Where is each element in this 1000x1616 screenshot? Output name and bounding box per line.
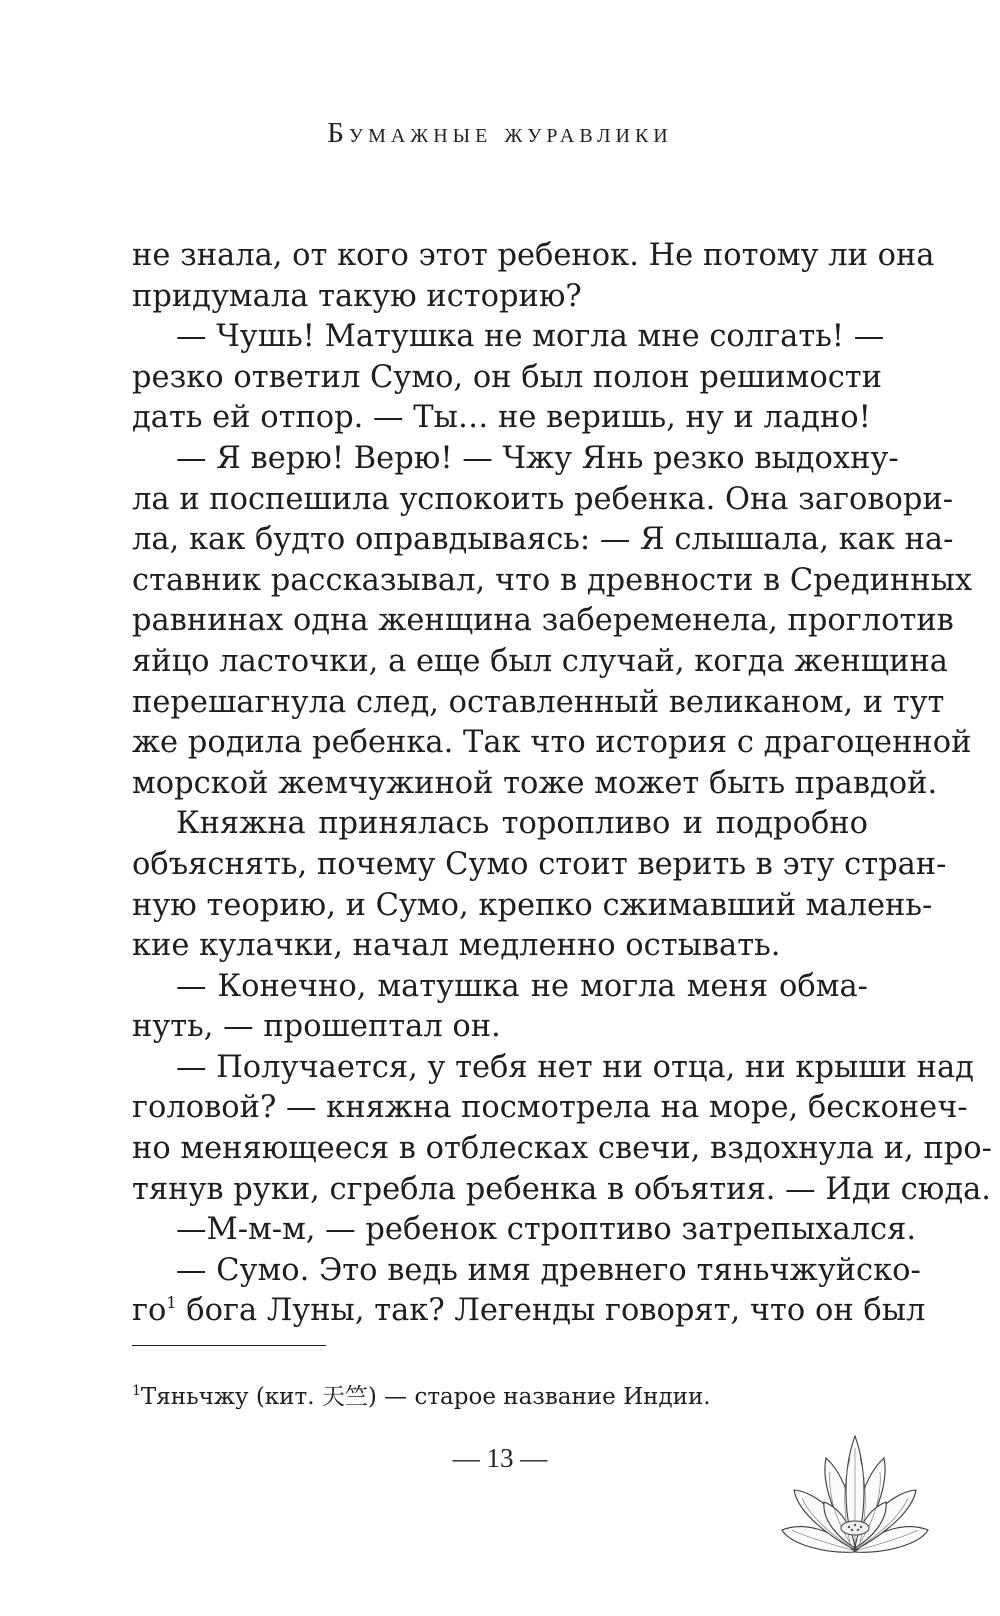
text-line: но меняющееся в отблесках свечи, вздохнула и, про- (132, 1131, 992, 1167)
text-line: — Получается, у тебя нет ни отца, ни крыши над (176, 1049, 974, 1085)
text-line: равнинах одна женщина забеременела, проглотив (132, 603, 954, 639)
footnote-divider (132, 1345, 326, 1346)
page-number: — 13 — (452, 1443, 548, 1473)
footnote-marker: 1 (132, 1383, 141, 1399)
text-line: —М-м-м, — ребенок строптиво затрепыхался. (176, 1212, 917, 1248)
text-line: не знала, от кого этот ребенок. Не потому ли она (132, 238, 935, 273)
lotus-flower-icon (780, 1428, 930, 1578)
text-line: ла, как будто оправдываясь: — Я слышала, как на- (132, 522, 954, 558)
text-line: Княжна принялась торопливо и подробно (176, 806, 868, 842)
text-line: головой? — княжна посмотрела на море, бесконеч- (132, 1090, 968, 1126)
text-line: кие кулачки, начал медленно остывать. (132, 928, 781, 964)
running-title: Бумажные журавлики (327, 117, 673, 149)
text-line: — Конечно, матушка не могла меня обма- (176, 968, 868, 1004)
text-line (132, 1291, 926, 1332)
text-line: ла и поспешила успокоить ребенка. Она заговори- (132, 481, 954, 517)
text-line: — Я верю! Верю! — Чжу Янь резко выдохну- (176, 440, 899, 476)
text-line: дать ей отпор. — Ты… не веришь, ну и ладно! (132, 400, 871, 436)
text-line: объяснять, почему Сумо стоит верить в эту стран- (132, 846, 947, 882)
footnote-reference: 1 (166, 1293, 177, 1313)
text-line: же родила ребенка. Так что история с драгоценной (132, 725, 972, 761)
text-line: тянув руки, сгребла ребенка в объятия. — Иди сюда. (132, 1171, 991, 1207)
text-line: ную теорию, и Сумо, крепко сжимавший малень- (132, 887, 933, 923)
text-line: — Сумо. Это ведь имя древнего тяньчжуйско- (176, 1252, 921, 1288)
text-fragment: го (132, 1293, 167, 1329)
text-line: морской жемчужиной тоже может быть правдой. (132, 765, 938, 801)
text-line: придумала такую историю? (132, 278, 582, 314)
body-text (132, 236, 992, 1332)
text-line: яйцо ласточки, а еще был случай, когда женщина (132, 643, 948, 679)
text-line: резко ответил Сумо, он был полон решимости (132, 359, 882, 395)
text-line: — Чушь! Матушка не могла мне солгать! — (176, 319, 885, 355)
footnote (132, 1376, 868, 1412)
text-line: ставник рассказывал, что в древности в Срединных (132, 562, 973, 598)
footnote-text: Тяньчжу (кит. 天竺) — старое название Индии. (140, 1384, 711, 1410)
text-line: нуть, — прошептал он. (132, 1009, 501, 1045)
text-line: перешагнула след, оставленный великаном, и тут (132, 684, 945, 720)
text-fragment: бога Луны, так? Легенды говорят, что он был (186, 1293, 926, 1329)
